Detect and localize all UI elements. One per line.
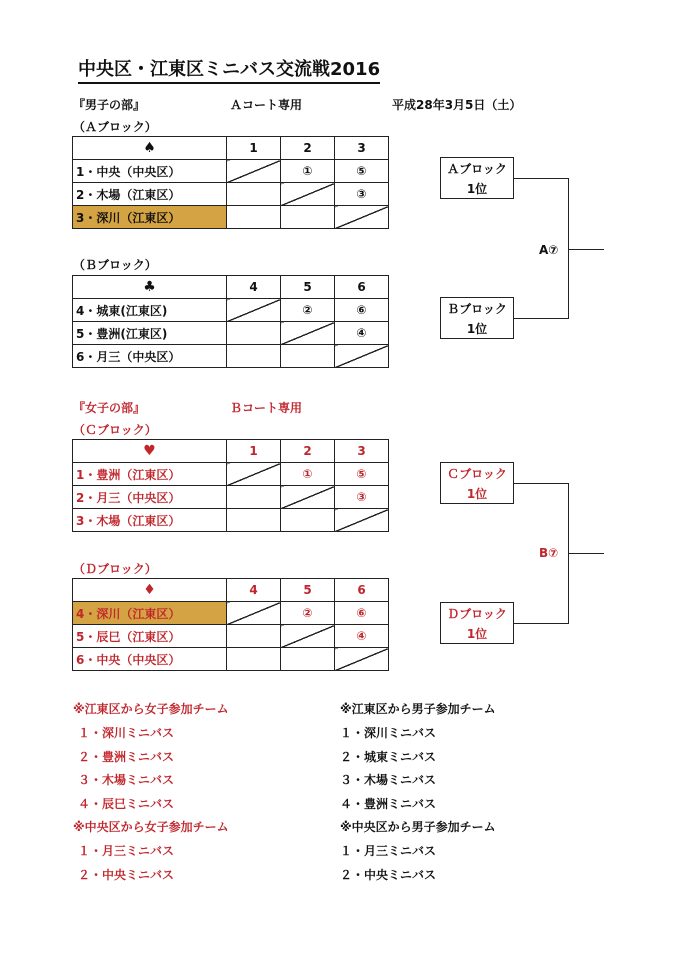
match-cell xyxy=(227,322,281,345)
bracket-box-title: Ｄブロック xyxy=(447,607,507,621)
team-name-highlighted: 3・深川（江東区） xyxy=(73,206,227,229)
final-match-label: B⑦ xyxy=(539,546,559,560)
diagonal-cell xyxy=(227,160,281,183)
bracket-box-c xyxy=(440,462,514,504)
block-b-table xyxy=(72,275,389,368)
match-cell: ① xyxy=(281,160,335,183)
chuo-girls-list xyxy=(78,842,174,889)
block-d-table xyxy=(72,578,389,671)
col-header: 2 xyxy=(281,137,335,160)
bracket-box-b xyxy=(440,297,514,339)
team-name: 6・中央（中央区） xyxy=(73,648,227,671)
girls-section-label: 『女子の部』 xyxy=(73,401,146,415)
list-item: ２・城東ミニバス xyxy=(340,749,437,764)
block-d-label: （Ｄブロック） xyxy=(73,562,157,576)
bracket-box-a xyxy=(440,157,514,199)
match-cell: ② xyxy=(281,602,335,625)
bracket-box-rank: 1位 xyxy=(466,322,488,336)
col-header: 6 xyxy=(335,276,389,299)
match-cell xyxy=(227,625,281,648)
bracket-box-rank: 1位 xyxy=(466,182,488,196)
girls-court-label: Ｂコート専用 xyxy=(230,401,303,415)
match-cell xyxy=(227,206,281,229)
team-name: 3・木場（江東区） xyxy=(73,509,227,532)
event-date: 平成28年3月5日（土） xyxy=(392,98,522,112)
match-cell: ③ xyxy=(335,486,389,509)
diagonal-cell xyxy=(281,322,335,345)
team-name: 2・木場（江東区） xyxy=(73,183,227,206)
match-cell xyxy=(227,509,281,532)
match-cell: ② xyxy=(281,299,335,322)
list-item: １・深川ミニバス xyxy=(78,726,175,740)
list-item: ３・木場ミニバス xyxy=(78,773,175,787)
bracket-line xyxy=(568,249,604,250)
match-cell xyxy=(227,648,281,671)
bracket-line xyxy=(514,623,569,624)
bracket-box-title: Ｂブロック xyxy=(447,302,507,316)
bracket-box-title: Ａブロック xyxy=(447,162,507,176)
col-header: 5 xyxy=(281,276,335,299)
match-cell: ⑥ xyxy=(335,602,389,625)
col-header: 4 xyxy=(227,276,281,299)
bracket-box-rank: 1位 xyxy=(466,627,488,641)
list-item: ２・中央ミニバス xyxy=(340,867,437,882)
list-item: ２・中央ミニバス xyxy=(78,867,175,882)
match-cell xyxy=(281,206,335,229)
club-icon: ♣ xyxy=(73,276,227,299)
match-cell xyxy=(227,486,281,509)
list-item: １・深川ミニバス xyxy=(340,726,437,740)
chuo-boys-heading: ※中央区から男子参加チーム xyxy=(340,820,496,834)
heart-icon: ♥ xyxy=(73,440,227,463)
match-cell: ⑤ xyxy=(335,160,389,183)
block-c-table xyxy=(72,439,389,532)
team-name: 1・中央（中央区） xyxy=(73,160,227,183)
diagonal-cell xyxy=(281,625,335,648)
spade-icon: ♠ xyxy=(73,137,227,160)
match-cell xyxy=(281,648,335,671)
diamond-icon: ♦ xyxy=(73,579,227,602)
bracket-box-d xyxy=(440,602,514,644)
block-c-label: （Ｃブロック） xyxy=(73,423,157,437)
koto-boys-heading: ※江東区から男子参加チーム xyxy=(340,702,496,716)
list-item: ３・木場ミニバス xyxy=(340,773,437,787)
diagonal-cell xyxy=(335,345,389,368)
match-cell: ① xyxy=(281,463,335,486)
bracket-line xyxy=(514,318,569,319)
bracket-line xyxy=(514,483,569,484)
match-cell xyxy=(227,345,281,368)
diagonal-cell xyxy=(335,206,389,229)
match-cell xyxy=(281,509,335,532)
koto-girls-list xyxy=(78,724,174,818)
chuo-girls-heading: ※中央区から女子参加チーム xyxy=(73,820,229,834)
match-cell: ⑤ xyxy=(335,463,389,486)
list-item: ４・辰巳ミニバス xyxy=(78,796,175,811)
team-name-highlighted: 4・深川（江東区） xyxy=(73,602,227,625)
team-name: 4・城東(江東区) xyxy=(73,299,227,322)
team-name: 2・月三（中央区） xyxy=(73,486,227,509)
koto-boys-list xyxy=(340,724,436,818)
block-a-label: （Ａブロック） xyxy=(73,120,157,134)
col-header: 1 xyxy=(227,137,281,160)
match-cell xyxy=(227,183,281,206)
bracket-box-title: Ｃブロック xyxy=(447,467,507,481)
diagonal-cell xyxy=(227,602,281,625)
match-cell: ③ xyxy=(335,183,389,206)
col-header: 6 xyxy=(335,579,389,602)
page-title: 中央区・江東区ミニバス交流戦2016 xyxy=(78,55,380,84)
bracket-box-rank: 1位 xyxy=(466,487,488,501)
col-header: 2 xyxy=(281,440,335,463)
koto-girls-heading: ※江東区から女子参加チーム xyxy=(73,702,229,716)
col-header: 4 xyxy=(227,579,281,602)
list-item: １・月三ミニバス xyxy=(340,844,437,858)
boys-court-label: Ａコート専用 xyxy=(230,98,303,112)
team-name: 6・月三（中央区） xyxy=(73,345,227,368)
block-b-label: （Ｂブロック） xyxy=(73,258,157,272)
col-header: 1 xyxy=(227,440,281,463)
final-match-label: A⑦ xyxy=(539,243,559,257)
match-cell: ④ xyxy=(335,625,389,648)
bracket-line xyxy=(514,178,569,179)
chuo-boys-list xyxy=(340,842,436,889)
diagonal-cell xyxy=(227,463,281,486)
list-item: １・月三ミニバス xyxy=(78,844,175,858)
team-name: 5・豊洲(江東区) xyxy=(73,322,227,345)
block-a-table xyxy=(72,136,389,229)
list-item: ４・豊洲ミニバス xyxy=(340,796,437,811)
diagonal-cell xyxy=(227,299,281,322)
list-item: ２・豊洲ミニバス xyxy=(78,749,175,764)
col-header: 3 xyxy=(335,137,389,160)
match-cell: ④ xyxy=(335,322,389,345)
bracket-line xyxy=(568,553,604,554)
diagonal-cell xyxy=(281,183,335,206)
col-header: 3 xyxy=(335,440,389,463)
team-name: 1・豊洲（江東区） xyxy=(73,463,227,486)
team-name: 5・辰巳（江東区） xyxy=(73,625,227,648)
diagonal-cell xyxy=(281,486,335,509)
boys-section-label: 『男子の部』 xyxy=(73,98,146,112)
match-cell: ⑥ xyxy=(335,299,389,322)
diagonal-cell xyxy=(335,509,389,532)
col-header: 5 xyxy=(281,579,335,602)
diagonal-cell xyxy=(335,648,389,671)
match-cell xyxy=(281,345,335,368)
